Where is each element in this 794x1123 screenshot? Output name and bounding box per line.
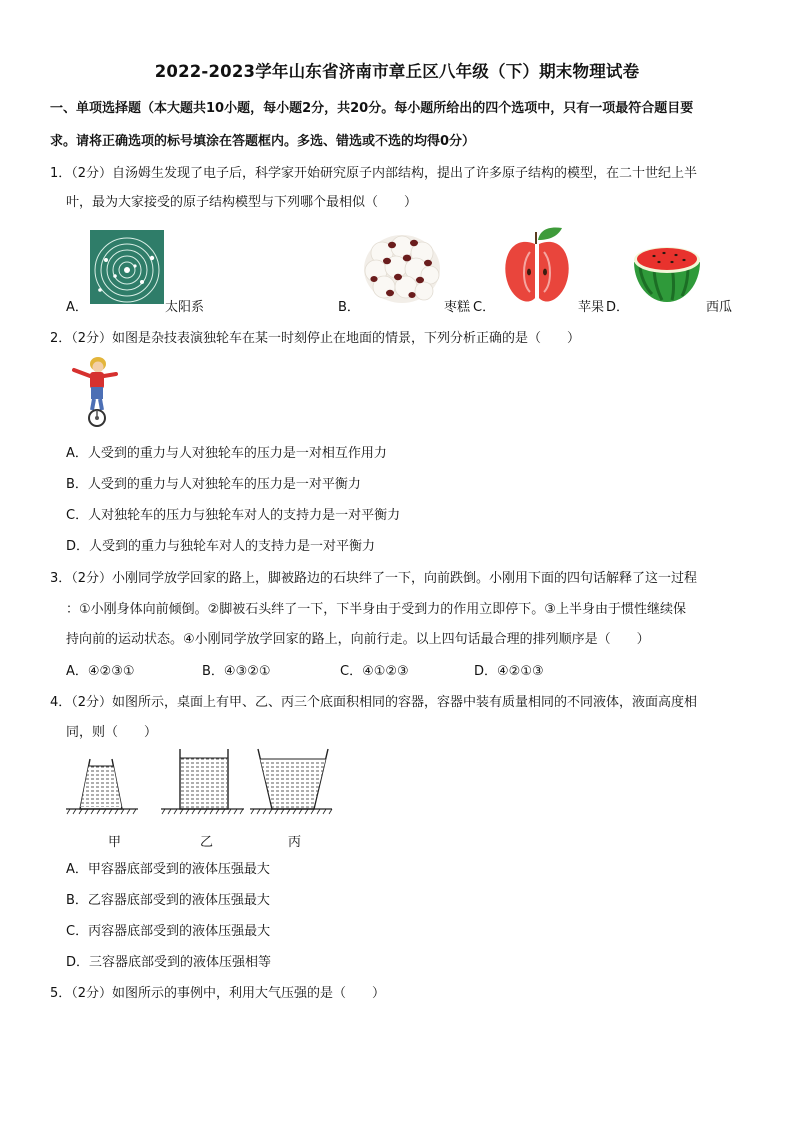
container-label-jia: 甲 bbox=[108, 835, 122, 850]
watermelon-image bbox=[632, 236, 702, 306]
container-yi bbox=[161, 749, 244, 814]
q1-option-b-letter[interactable]: B． bbox=[338, 300, 360, 315]
section-heading-line1: 一、单项选择题（本大题共10小题，每小题2分，共20分。每小题所给出的四个选项中，只有一项最符合题目要 bbox=[50, 101, 694, 116]
q4-option-b[interactable]: B．乙容器底部受到的液体压强最大 bbox=[66, 893, 270, 908]
q3-line3: 持向前的运动状态。④小刚同学放学回家的路上，向前行走。以上四句话最合理的排列顺序是（ ） bbox=[66, 632, 650, 647]
q3-option-c[interactable]: C．④①②③ bbox=[340, 664, 409, 679]
q1-option-b-label: 枣糕 bbox=[444, 300, 471, 315]
containers-diagram bbox=[66, 745, 336, 820]
q4-option-a[interactable]: A．甲容器底部受到的液体压强最大 bbox=[66, 862, 270, 877]
container-label-bing: 丙 bbox=[288, 835, 302, 850]
q4-line1: 4．（2分）如图所示，桌面上有甲、乙、丙三个底面积相同的容器，容器中装有质量相同的不同液体，液面高度相 bbox=[50, 695, 698, 710]
jujube-cake-image bbox=[362, 231, 442, 305]
container-jia bbox=[66, 759, 138, 814]
unicycle-performer-image bbox=[68, 354, 120, 428]
q2-line1: 2．（2分）如图是杂技表演独轮车在某一时刻停止在地面的情景，下列分析正确的是（ ） bbox=[50, 331, 581, 346]
q3-line2: ：①小刚身体向前倾倒。②脚被石头绊了一下，下半身由于受到力的作用立即停下。③上半身由于惯性继续保 bbox=[66, 602, 686, 617]
q2-option-c[interactable]: C．人对独轮车的压力与独轮车对人的支持力是一对平衡力 bbox=[66, 508, 401, 523]
container-bing bbox=[250, 749, 332, 814]
q3-option-b[interactable]: B．④③②① bbox=[202, 664, 271, 679]
container-label-yi: 乙 bbox=[200, 835, 214, 850]
apple-image bbox=[500, 222, 574, 306]
q4-option-c[interactable]: C．丙容器底部受到的液体压强最大 bbox=[66, 924, 271, 939]
q1-option-d-label: 西瓜 bbox=[706, 300, 733, 315]
q1-option-d-letter[interactable]: D． bbox=[606, 300, 630, 315]
q1-option-c-label: 苹果 bbox=[578, 300, 605, 315]
q2-option-a[interactable]: A．人受到的重力与人对独轮车的压力是一对相互作用力 bbox=[66, 446, 387, 461]
q1-option-a-label: 太阳系 bbox=[165, 300, 205, 315]
q4-option-d[interactable]: D．三容器底部受到的液体压强相等 bbox=[66, 955, 272, 970]
q3-line1: 3．（2分）小刚同学放学回家的路上，脚被路边的石块绊了一下，向前跌倒。小刚用下面的四句话解释了这一过程 bbox=[50, 571, 698, 586]
q3-option-a[interactable]: A．④②③① bbox=[66, 664, 135, 679]
q1-line1: 1．（2分）自汤姆生发现了电子后，科学家开始研究原子内部结构，提出了许多原子结构的模型，在二十世纪上半 bbox=[50, 166, 698, 181]
q5-line1: 5．（2分）如图所示的事例中，利用大气压强的是（ ） bbox=[50, 986, 386, 1001]
q1-line2: 叶，最为大家接受的原子结构模型与下列哪个最相似（ ） bbox=[66, 195, 418, 210]
q1-option-a-letter[interactable]: A． bbox=[66, 300, 88, 315]
q3-option-d[interactable]: D．④②①③ bbox=[474, 664, 544, 679]
section-heading-line2: 求。请将正确选项的标号填涂在答题框内。多选、错选或不选的均得0分） bbox=[50, 134, 476, 149]
q2-option-d[interactable]: D．人受到的重力与独轮车对人的支持力是一对平衡力 bbox=[66, 539, 376, 554]
solar-system-image bbox=[90, 230, 164, 304]
q2-option-b[interactable]: B．人受到的重力与人对独轮车的压力是一对平衡力 bbox=[66, 477, 361, 492]
q4-line2: 同，则（ ） bbox=[66, 725, 158, 740]
page-title: 2022-2023学年山东省济南市章丘区八年级（下）期末物理试卷 bbox=[154, 62, 640, 81]
q1-option-c-letter[interactable]: C． bbox=[473, 300, 496, 315]
